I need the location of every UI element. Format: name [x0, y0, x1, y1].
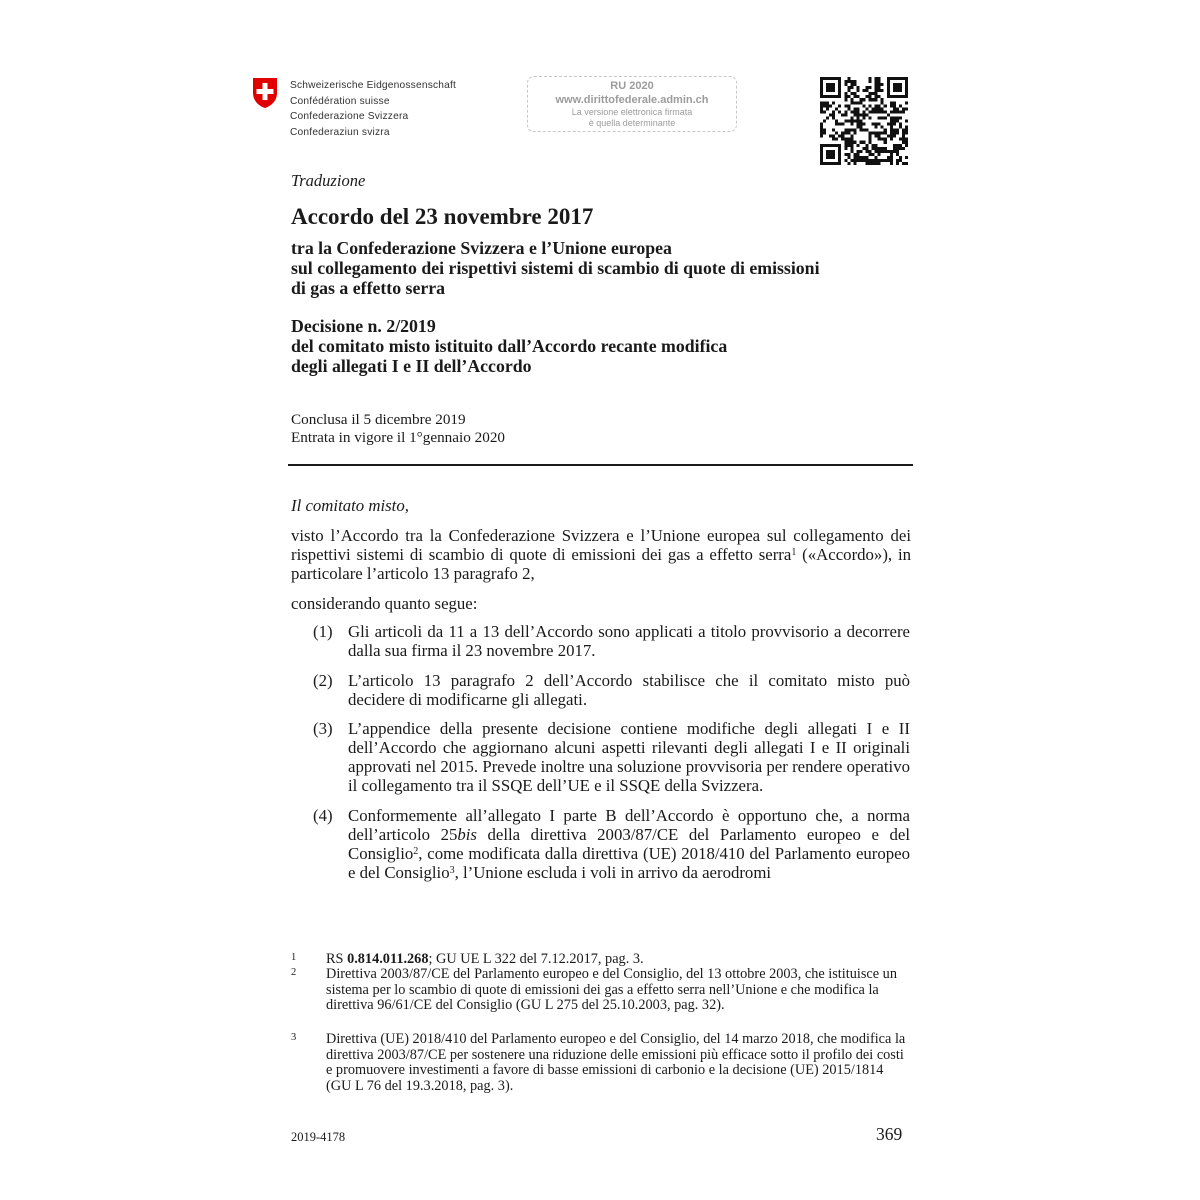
footnote-number: 3	[291, 1032, 297, 1043]
recital-number: (4)	[313, 806, 333, 825]
document-title: Accordo del 23 novembre 2017	[291, 204, 594, 229]
footnote-ref[interactable]: 2	[413, 846, 419, 857]
footnote-rest: ; GU UE L 322 del 7.12.2017, pag. 3.	[428, 951, 644, 967]
recital-number: (2)	[313, 671, 333, 690]
stamp-ru: RU 2020	[610, 80, 654, 92]
recital-item	[313, 806, 910, 882]
decision-title	[291, 316, 911, 376]
section-divider	[288, 464, 913, 466]
visto-text: visto l’Accordo tra la Confederazione Svizzera e l’Unione europea sul collegamento dei rispettivi sistemi di scambio di quote di emissioni dei gas a effetto serra	[291, 526, 911, 564]
footnote-number: 2	[291, 967, 297, 978]
decision-line: degli allegati I e II dell’Accordo	[291, 356, 532, 376]
committee-heading: Il comitato misto,	[291, 496, 409, 515]
dates-block	[291, 411, 505, 446]
translation-label: Traduzione	[291, 171, 366, 190]
stamp-url[interactable]: www.dirittofederale.admin.ch	[555, 94, 709, 106]
recital-item	[313, 719, 910, 795]
recital-text-part: della direttiva 2003/87/CE del Parlamento europeo e del Consiglio	[348, 825, 910, 863]
agency-line-de: Schweizerische Eidgenossenschaft	[290, 80, 457, 91]
footnote	[291, 1032, 911, 1094]
footnote-text: Direttiva (UE) 2018/410 del Parlamento europeo e del Consiglio, del 14 marzo 2018, che modifica la direttiva 2003/87/CE per sostenere una riduzione delle emissioni più efficace sotto il profilo dei costi e promuovere investimenti a favore di basse emissioni di carbonio e la decisione (UE) 2015/1814 (GU L 76 del 19.3.2018, pag. 3).	[326, 1031, 906, 1094]
footnote-ref[interactable]: 1	[791, 547, 797, 558]
footnote	[291, 967, 911, 1014]
swiss-cross-icon	[252, 77, 278, 109]
decision-line: del comitato misto istituito dall’Accordo recante modifica	[291, 336, 728, 356]
recital-text-italic: bis	[457, 825, 477, 844]
subtitle-line: sul collegamento dei rispettivi sistemi di scambio di quote di emissioni	[291, 258, 820, 278]
recital-item	[313, 622, 910, 660]
recital-number: (3)	[313, 719, 333, 738]
subtitle-line: di gas a effetto serra	[291, 278, 446, 298]
publication-stamp	[527, 76, 737, 132]
considering-intro: considerando quanto segue:	[291, 594, 478, 613]
agency-name-block	[290, 78, 456, 140]
recital-text-part: Conformemente all’allegato I parte B dell’Accordo è opportuno che, a norma dell’articolo 25	[348, 806, 910, 844]
recital-text	[348, 806, 910, 882]
agency-line-fr: Confédération suisse	[290, 95, 390, 107]
footnote-prefix: RS	[326, 951, 348, 967]
page-number: 369	[876, 1124, 903, 1144]
recital-number: (1)	[313, 622, 333, 641]
recital-text: L’appendice della presente decisione contiene modifiche degli allegati I e II dell’Accordo che aggiornano alcuni aspetti rilevanti degli allegati I e II originali approvati nel 2015. Prevede inoltre una soluzione provvisoria per rendere operativo il collegamento tra il SSQE dell’UE e il SSQE della Svizzera.	[348, 719, 910, 795]
document-number: 2019-4178	[291, 1130, 346, 1144]
agency-line-it: Confederazione Svizzera	[290, 111, 409, 122]
footnote-text: Direttiva 2003/87/CE del Parlamento europeo e del Consiglio, del 13 ottobre 2003, che istituisce un sistema per lo scambio di quote di emissioni dei gas a effetto serra nell’Unione e che modifica la direttiva 96/61/CE del Consiglio (GU L 275 del 25.10.2003, pag. 32).	[326, 966, 897, 1014]
qr-code-icon	[820, 77, 908, 165]
document-subtitle	[291, 238, 911, 298]
concluded-date: Conclusa il 5 dicembre 2019	[291, 411, 466, 428]
footnote-number: 1	[291, 952, 297, 963]
stamp-note-2: è quella determinante	[588, 118, 676, 128]
recital-text: L’articolo 13 paragrafo 2 dell’Accordo stabilisce che il comitato misto può decidere di modificarne gli allegati.	[348, 671, 910, 709]
recital-text: Gli articoli da 11 a 13 dell’Accordo sono applicati a titolo provvisorio a decorrere dalla sua firma il 23 novembre 2017.	[348, 622, 910, 660]
recital-text-part: , l’Unione escluda i voli in arrivo da aerodromi	[454, 863, 772, 882]
visto-text-end: («Accordo»), in particolare l’articolo 13 paragrafo 2,	[291, 545, 911, 583]
in-force-date: Entrata in vigore il 1°gennaio 2020	[291, 428, 506, 446]
agency-line-rm: Confederaziun svizra	[290, 126, 390, 138]
recital-text-part: , come modificata dalla direttiva (UE) 2018/410 del Parlamento europeo e del Consiglio	[348, 844, 910, 882]
decision-line: Decisione n. 2/2019	[291, 316, 436, 336]
footnote-sr-number[interactable]: 0.814.011.268	[347, 951, 429, 967]
stamp-note-1: La versione elettronica firmata	[571, 107, 693, 117]
footnote-ref[interactable]: 3	[449, 865, 455, 876]
recital-item	[313, 671, 910, 709]
visto-paragraph	[291, 526, 911, 583]
subtitle-line: tra la Confederazione Svizzera e l’Unione europea	[291, 238, 672, 258]
